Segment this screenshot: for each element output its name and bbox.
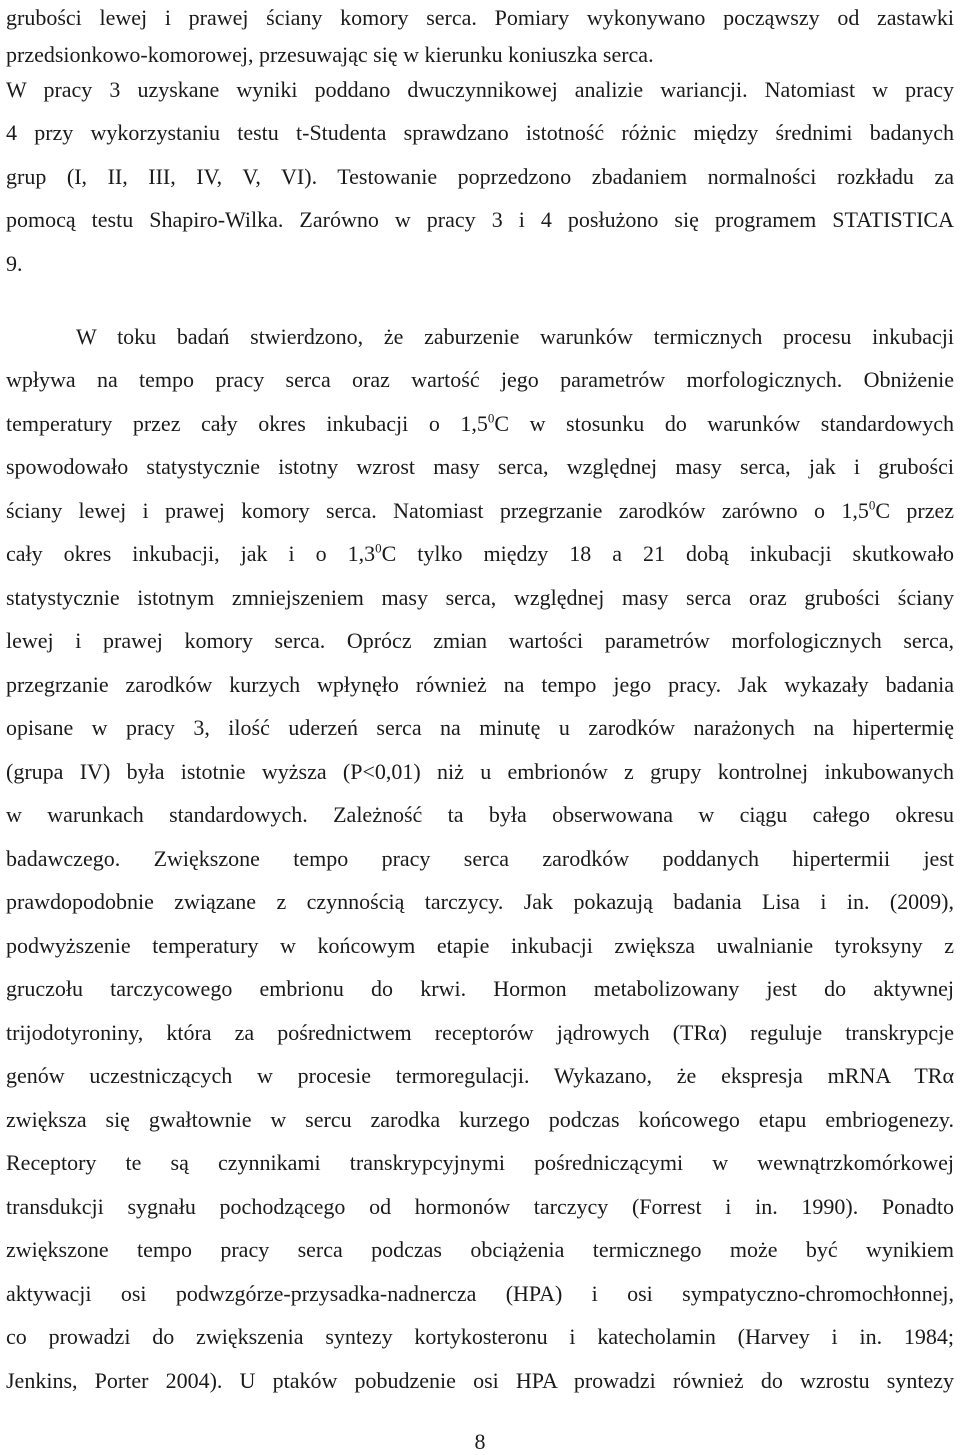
- text-line: Jenkins, Porter 2004). U ptaków pobudzenie osi HPA prowadzi również do wzrostu syntezy: [6, 1368, 954, 1393]
- text-line: [6, 410, 954, 438]
- text-line: 9.: [6, 251, 23, 276]
- text-line: (grupa IV) była istotnie wyższa (P<0,01) niż u embrionów z grupy kontrolnej inkubowanych: [6, 759, 954, 784]
- superscript: 0: [375, 540, 382, 556]
- text-line: grubości lewej i prawej ściany komory serca. Pomiary wykonywano począwszy od zastawki: [6, 5, 954, 30]
- text-line: [6, 497, 954, 525]
- text-segment: cały okres inkubacji, jak i o 1,3: [6, 541, 376, 566]
- text-line: aktywacji osi podwzgórze-przysadka-nadnercza (HPA) i osi sympatyczno-chromochłonnej,: [6, 1281, 954, 1306]
- page-number: 8: [474, 1429, 486, 1454]
- text-line: lewej i prawej komory serca. Oprócz zmian wartości parametrów morfologicznych serca,: [6, 628, 954, 653]
- text-line: badawczego. Zwiększone tempo pracy serca zarodków poddanych hipertermii jest: [6, 846, 954, 871]
- text-line: genów uczestniczących w procesie termoregulacji. Wykazano, że ekspresja mRNA TRα: [6, 1063, 954, 1088]
- text-line: transdukcji sygnału pochodzącego od hormonów tarczycy (Forrest i in. 1990). Ponadto: [6, 1194, 954, 1219]
- text-line: 4 przy wykorzystaniu testu t-Studenta sprawdzano istotność różnic między średnimi badanych: [6, 120, 954, 145]
- text-line: statystycznie istotnym zmniejszeniem masy serca, względnej masy serca oraz grubości ściany: [6, 585, 954, 610]
- text-line: W pracy 3 uzyskane wyniki poddano dwuczynnikowej analizie wariancji. Natomiast w pracy: [6, 77, 954, 102]
- text-line: trijodotyroniny, która za pośrednictwem receptorów jądrowych (TRα) reguluje transkrypcje: [6, 1020, 954, 1045]
- superscript: 0: [868, 497, 876, 513]
- text-line: opisane w pracy 3, ilość uderzeń serca na minutę u zarodków narażonych na hipertermię: [6, 715, 954, 740]
- text-line: w warunkach standardowych. Zależność ta była obserwowana w ciągu całego okresu: [6, 802, 954, 827]
- text-segment: temperatury przez cały okres inkubacji o 1,5: [6, 411, 488, 436]
- text-segment: ściany lewej i prawej komory serca. Natomiast przegrzanie zarodków zarówno o 1,5: [6, 498, 869, 523]
- text-line: podwyższenie temperatury w końcowym etapie inkubacji zwiększa uwalnianie tyroksyny z: [6, 933, 954, 958]
- text-segment: C tylko między 18 a 21 dobą inkubacji skutkowało: [381, 541, 954, 566]
- text-line: W toku badań stwierdzono, że zaburzenie warunków termicznych procesu inkubacji: [76, 324, 954, 349]
- text-line: przegrzanie zarodków kurzych wpłynęło również na tempo jego pracy. Jak wykazały badania: [6, 672, 954, 697]
- text-line: zwiększone tempo pracy serca podczas obciążenia termicznego może być wynikiem: [6, 1237, 954, 1262]
- text-segment: C w stosunku do warunków standardowych: [494, 411, 954, 436]
- text-line: prawdopodobnie związane z czynnością tarczycy. Jak pokazują badania Lisa i in. (2009),: [6, 889, 954, 914]
- text-segment: C przez: [875, 498, 955, 523]
- superscript: 0: [487, 410, 495, 426]
- text-line: co prowadzi do zwiększenia syntezy kortykosteronu i katecholamin (Harvey i in. 1984;: [6, 1324, 954, 1349]
- text-line: wpływa na tempo pracy serca oraz wartość jego parametrów morfologicznych. Obniżenie: [6, 367, 954, 392]
- text-line: gruczołu tarczycowego embrionu do krwi. Hormon metabolizowany jest do aktywnej: [6, 976, 954, 1001]
- text-line: pomocą testu Shapiro-Wilka. Zarówno w pracy 3 i 4 posłużono się programem STATISTICA: [6, 207, 954, 232]
- text-line: Receptory te są czynnikami transkrypcyjnymi pośredniczącymi w wewnątrzkomórkowej: [6, 1150, 954, 1175]
- text-line: zwiększa się gwałtownie w sercu zarodka kurzego podczas końcowego etapu embriogenezy.: [6, 1107, 954, 1132]
- text-line: spowodowało statystycznie istotny wzrost masy serca, względnej masy serca, jak i grubości: [6, 454, 954, 479]
- text-line: [6, 540, 954, 568]
- text-line: przedsionkowo-komorowej, przesuwając się w kierunku koniuszka serca.: [6, 42, 654, 67]
- text-line: grup (I, II, III, IV, V, VI). Testowanie poprzedzono zbadaniem normalności rozkładu za: [6, 164, 954, 189]
